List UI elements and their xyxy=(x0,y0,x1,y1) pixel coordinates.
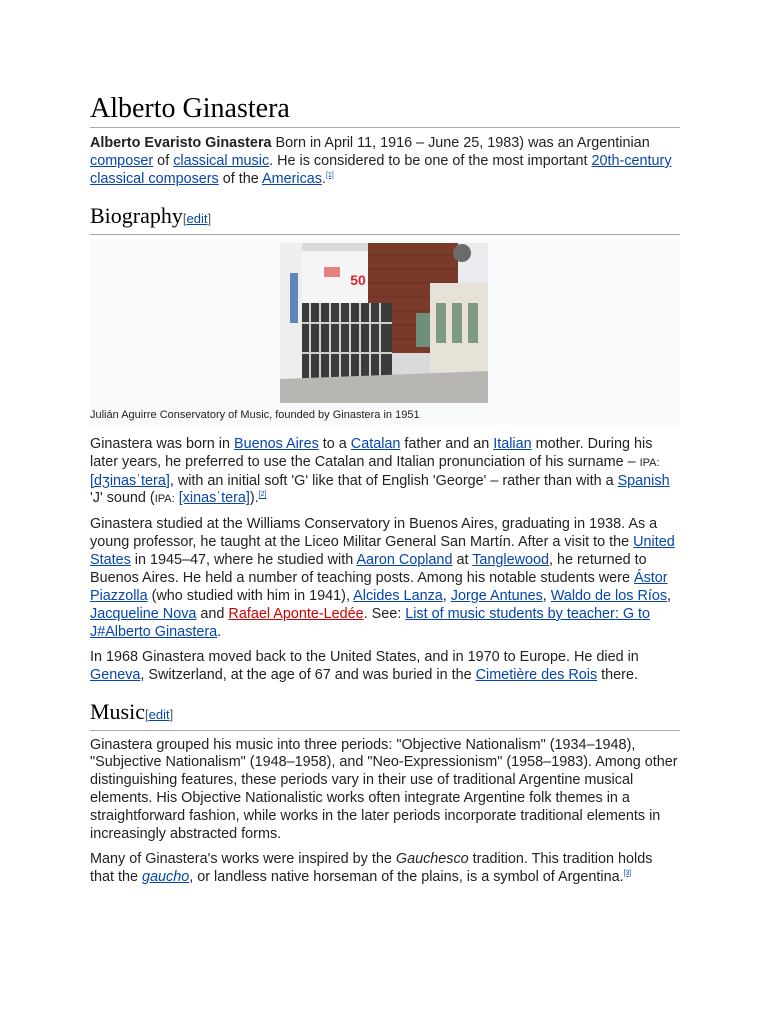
reference-2[interactable]: [2] xyxy=(258,491,267,499)
figure-caption: Julián Aguirre Conservatory of Music, founded by Ginastera in 1951 xyxy=(90,408,420,421)
music-edit-section: [edit] xyxy=(145,706,174,722)
music-edit-link[interactable]: edit xyxy=(148,706,170,722)
ipa-label: IPA: xyxy=(154,493,175,506)
conservatory-photo[interactable] xyxy=(280,243,488,403)
link-list-of-music-students[interactable]: List of music students by teacher: G to J#Alberto Ginastera xyxy=(90,605,651,640)
intro-paragraph: Alberto Evaristo Ginastera Born in April 11, 1916 – June 25, 1983) was an Argentinian composer of classical music. He is considered to be one of the most important 20th-century classical composers of the Americas.[1] xyxy=(90,135,672,187)
biography-edit-section: [edit] xyxy=(182,210,212,226)
music-heading-text: Music xyxy=(90,698,145,724)
page-title: Alberto Ginastera xyxy=(90,92,680,128)
article-content xyxy=(90,92,680,887)
sign-number: 50 xyxy=(350,271,366,288)
biography-paragraph-later-life: In 1968 Ginastera moved back to the United States, and in 1970 to Europe. He died in Geneva, Switzerland, at the age of 67 and was buried in the Cimetière des Rois there. xyxy=(90,648,639,683)
link-italian[interactable]: Italian xyxy=(493,435,532,452)
term-gauchesco: Gauchesco xyxy=(395,850,469,867)
link-tanglewood[interactable]: Tanglewood xyxy=(472,552,550,569)
biography-edit-link[interactable]: edit xyxy=(186,210,208,226)
link-composer[interactable]: composer xyxy=(90,152,154,169)
reference-1[interactable]: [1] xyxy=(325,172,334,180)
link-gaucho[interactable]: gaucho xyxy=(142,868,190,885)
link-united-states[interactable]: United States xyxy=(90,534,675,569)
music-paragraph-periods: Ginastera grouped his music into three periods: "Objective Nationalism" (1934–1948), "Subjective Nationalism" (1948–1958), and "Neo-Expressionism" (1958–1983). Among other distinguishing features, these periods vary in their use of traditional Argentine musical elements. His Objective Nationalistic works often integrate Argentine folk themes in a straightforward fashion, while works in the later periods incorporate traditional elements in increasingly abstracted forms. xyxy=(90,736,678,843)
music-heading xyxy=(90,698,680,731)
subject-name: Alberto Evaristo Ginastera xyxy=(90,135,272,151)
link-alcides-lanza[interactable]: Alcides Lanza xyxy=(353,587,443,604)
link-americas[interactable]: Americas xyxy=(261,170,322,187)
link-aaron-copland[interactable]: Aaron Copland xyxy=(356,552,453,569)
link-spanish[interactable]: Spanish xyxy=(617,472,670,489)
link-rafael-aponte-ledee[interactable]: Rafael Aponte-Ledée xyxy=(228,605,364,622)
link-jorge-antunes[interactable]: Jorge Antunes xyxy=(450,587,543,604)
music-paragraph-gauchesco: Many of Ginastera's works were inspired by the Gauchesco tradition. This tradition holds that the gaucho, or landless native horseman of the plains, is a symbol of Argentina.[3] xyxy=(90,850,653,885)
link-geneva[interactable]: Geneva xyxy=(90,666,141,683)
link-waldo-de-los-rios[interactable]: Waldo de los Ríos xyxy=(550,587,668,604)
link-astor-piazzolla[interactable]: Ástor Piazzolla xyxy=(90,570,668,604)
biography-heading xyxy=(90,202,680,235)
biography-paragraph-career: Ginastera studied at the Williams Conservatory in Buenos Aires, graduating in 1938. As a young professor, he taught at the Liceo Militar General San Martín. After a visit to the United States in 1945–47, where he studied with Aaron Copland at Tanglewood, he returned to Buenos Aires. He held a number of teaching posts. Among his notable students were Ástor Piazzolla (who studied with him in 1941), Alcides Lanza, Jorge Antunes, Waldo de los Ríos, Jacqueline Nova and Rafael Aponte-Ledée. See: List of music students by teacher: G to J#Alberto Ginastera. xyxy=(90,516,675,640)
ipa-label: IPA: xyxy=(639,456,660,469)
biography-paragraph-birth: Ginastera was born in Buenos Aires to a Catalan father and an Italian mother. During his later years, he preferred to use the Catalan and Italian pronunciation of his surname – IPA: [dʒinasˈtera], with an initial soft 'G' like that of English 'George' – rather than with a Spanish 'J' sound (IPA: [xinasˈtera]).[2] xyxy=(90,435,670,507)
link-jacqueline-nova[interactable]: Jacqueline Nova xyxy=(90,605,197,622)
link-cimetiere-des-rois[interactable]: Cimetière des Rois xyxy=(475,666,598,683)
link-ipa-spanish[interactable]: [xinasˈtera] xyxy=(178,490,250,507)
link-20th-century-composers[interactable]: 20th-century classical composers xyxy=(90,152,672,187)
link-classical-music[interactable]: classical music xyxy=(173,152,270,169)
reference-3[interactable]: [3] xyxy=(623,870,632,878)
link-ipa-catalan[interactable]: [dʒinasˈtera] xyxy=(90,472,170,489)
link-buenos-aires[interactable]: Buenos Aires xyxy=(233,435,319,452)
biography-heading-text: Biography xyxy=(90,202,183,228)
link-catalan[interactable]: Catalan xyxy=(350,435,401,452)
conservatory-figure xyxy=(90,239,680,425)
